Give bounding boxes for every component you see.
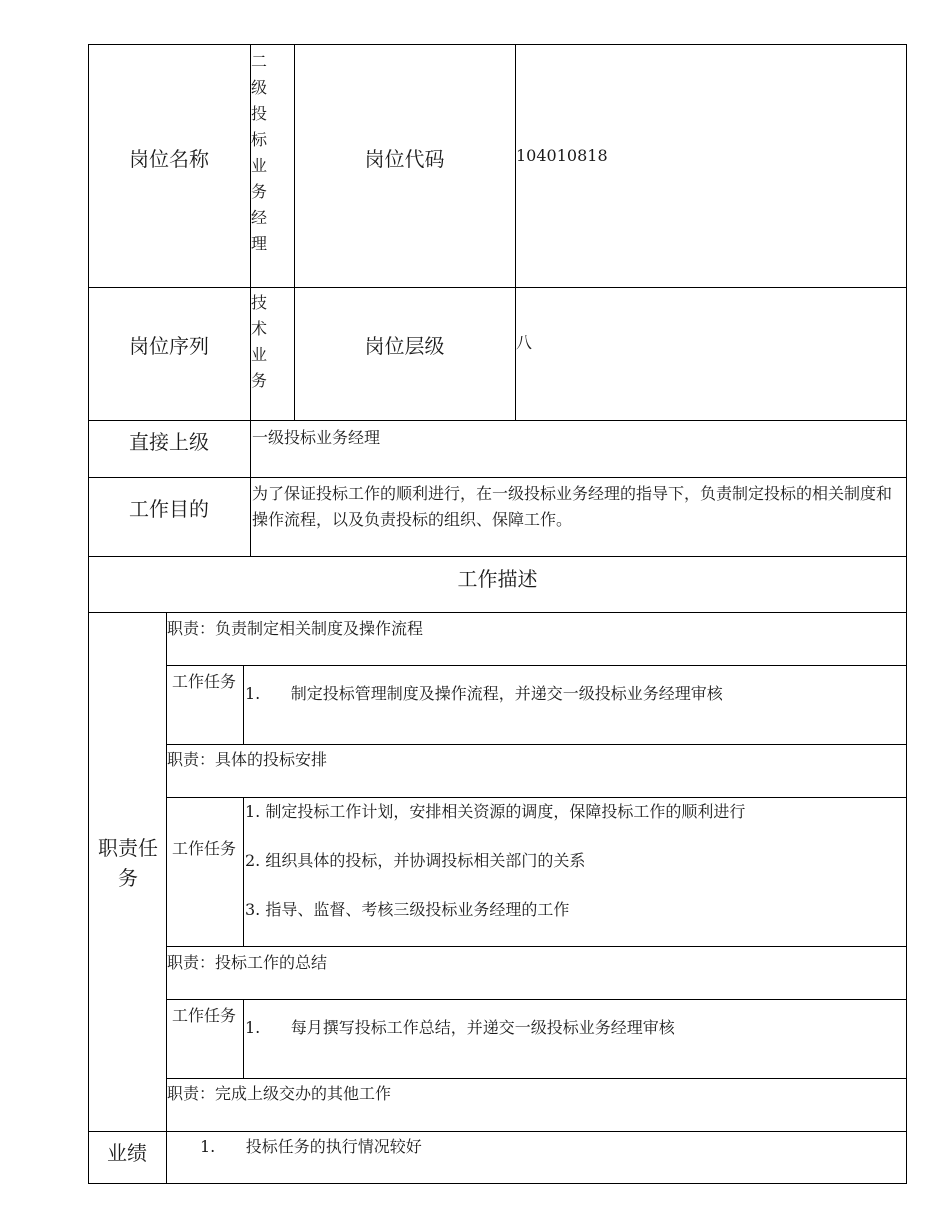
superior-value: 一级投标业务经理 (252, 428, 381, 447)
row-divider (166, 999, 907, 1000)
row-divider (166, 665, 907, 666)
task-item: 1. 制定投标管理制度及操作流程，并递交一级投标业务经理审核 (245, 684, 723, 703)
task-item: 2. 组织具体的投标，并协调投标相关部门的关系 (245, 851, 586, 870)
task-item: 1. 每月撰写投标工作总结，并递交一级投标业务经理审核 (245, 1018, 675, 1037)
duty-title: 职责：完成上级交办的其他工作 (167, 1084, 392, 1103)
superior-label: 直接上级 (129, 430, 209, 454)
table-border-top (88, 44, 907, 45)
row-divider (88, 1131, 907, 1132)
row-divider (88, 556, 907, 557)
task-item: 3. 指导、监督、考核三级投标业务经理的工作 (245, 900, 570, 919)
table-border-bottom (88, 1183, 907, 1184)
post-name-value: 二级投标业务经理 (251, 52, 268, 253)
duty-title: 职责：投标工作的总结 (167, 953, 328, 972)
post-level-label: 岗位层级 (364, 334, 445, 358)
performance-item: 1. 投标任务的执行情况较好 (200, 1137, 422, 1156)
task-label: 工作任务 (172, 672, 237, 691)
row-divider (88, 287, 907, 288)
task-label: 工作任务 (172, 839, 237, 858)
post-code-label: 岗位代码 (364, 147, 445, 171)
row-divider (166, 1078, 907, 1079)
post-name-label: 岗位名称 (129, 147, 209, 171)
purpose-label: 工作目的 (129, 497, 209, 521)
col-divider (294, 44, 295, 420)
row-divider (166, 744, 907, 745)
duties-label: 职责任务 (98, 836, 158, 890)
col-divider (515, 44, 516, 420)
table-border-left (88, 44, 89, 1184)
post-series-value: 技术业务 (251, 293, 268, 390)
duty-title: 职责：具体的投标安排 (167, 750, 328, 769)
row-divider (88, 420, 907, 421)
row-divider (88, 612, 907, 613)
post-series-label: 岗位序列 (129, 334, 209, 358)
row-divider (166, 946, 907, 947)
post-level-value: 八 (516, 333, 533, 352)
duty-title: 职责：负责制定相关制度及操作流程 (167, 619, 424, 638)
table-border-right (906, 44, 907, 1184)
task-item: 1. 制定投标工作计划，安排相关资源的调度，保障投标工作的顺利进行 (245, 802, 746, 821)
section-title: 工作描述 (457, 567, 538, 591)
task-label: 工作任务 (172, 1006, 237, 1025)
row-divider (88, 477, 907, 478)
post-code-value: 104010818 (516, 146, 608, 165)
purpose-value: 为了保证投标工作的顺利进行，在一级投标业务经理的指导下，负责制定投标的相关制度和操作流程，以及负责投标的组织、保障工作。 (252, 484, 893, 529)
performance-label: 业绩 (107, 1141, 147, 1165)
